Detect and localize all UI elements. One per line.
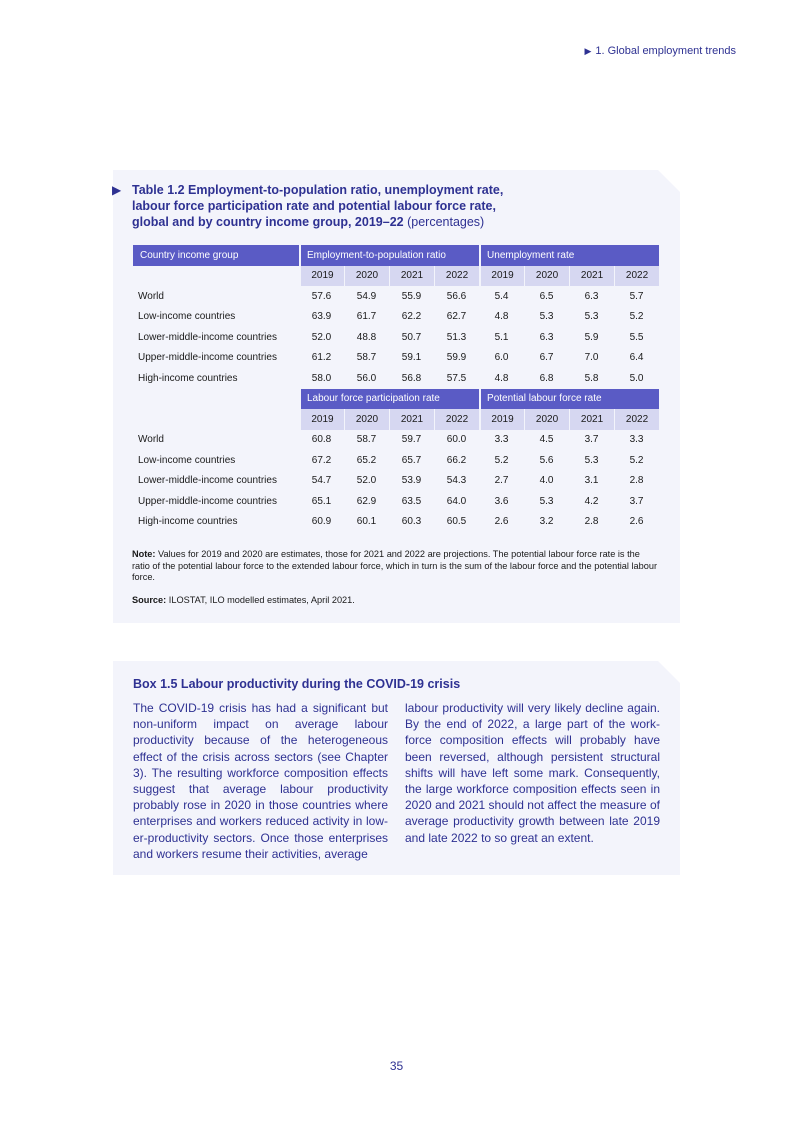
value-cell: 2.8 (584, 516, 599, 528)
row-label: World (138, 290, 164, 302)
year-header-row (133, 409, 659, 430)
value-cell: 54.3 (446, 475, 467, 487)
value-cell: 4.8 (494, 311, 509, 323)
value-cell: 61.7 (356, 311, 377, 323)
value-cell: 5.4 (494, 290, 509, 302)
value-cell: 63.9 (311, 311, 332, 323)
table-note (132, 549, 659, 584)
year-header: 2019 (299, 266, 344, 287)
value-cell: 60.8 (311, 434, 332, 446)
box-column-right: labour productivity will very likely decline again. By the end of 2022, a large part of the work-force composition effects will probably have been reversed, although persistent structural shifts will have left some mark. Consequently, the large workforce composition effects seen in 2020 and 2021 should not affect the measure of average productivity growth between late 2019 and late 2022 to so great an extent. (405, 701, 660, 845)
value-cell: 3.7 (629, 495, 644, 507)
value-cell: 3.2 (539, 516, 554, 528)
row-label: Upper-middle-income countries (138, 495, 277, 507)
value-cell: 6.3 (539, 331, 554, 343)
value-cell: 5.2 (629, 454, 644, 466)
value-cell: 5.3 (584, 454, 599, 466)
year-header: 2019 (479, 409, 524, 430)
year-header: 2022 (434, 266, 479, 287)
value-cell: 5.8 (584, 372, 599, 384)
year-header: 2022 (434, 409, 479, 430)
year-header: 2019 (479, 266, 524, 287)
year-header: 2020 (344, 409, 389, 430)
value-cell: 60.5 (446, 516, 467, 528)
blank-cell (133, 266, 299, 287)
value-cell: 60.0 (446, 434, 467, 446)
value-cell: 65.1 (311, 495, 332, 507)
note-text: Values for 2019 and 2020 are estimates, those for 2021 and 2022 are projections. The potential labour force rate is the ratio of the potential labour force to the extended labour force, which in turn is the sum of the labour force and the potential labour force. (132, 549, 658, 583)
table-title: Table 1.2 Employment-to-population ratio, unemployment rate, labour force participation rate and potential labour force rate, global and by country income group, 2019–22 (132, 183, 504, 229)
value-cell: 63.5 (401, 495, 422, 507)
year-header-row (133, 266, 659, 287)
triangle-icon: ▶ (112, 183, 122, 197)
group-header-row (133, 389, 659, 410)
value-cell: 57.6 (311, 290, 332, 302)
year-header: 2020 (524, 266, 569, 287)
value-cell: 60.9 (311, 516, 332, 528)
value-cell: 5.3 (539, 311, 554, 323)
value-cell: 59.7 (401, 434, 422, 446)
row-label: Low-income countries (138, 311, 236, 323)
value-cell: 7.0 (584, 352, 599, 364)
table-row (133, 491, 659, 512)
table-row (133, 512, 659, 533)
value-cell: 58.0 (311, 372, 332, 384)
value-cell: 5.3 (584, 311, 599, 323)
value-cell: 50.7 (401, 331, 422, 343)
value-cell: 6.3 (584, 290, 599, 302)
source-label: Source: (132, 595, 167, 605)
value-cell: 5.2 (494, 454, 509, 466)
row-label: High-income countries (138, 516, 238, 528)
value-cell: 66.2 (446, 454, 467, 466)
year-header: 2022 (614, 266, 659, 287)
table-source (132, 594, 659, 606)
value-cell: 58.7 (356, 352, 377, 364)
value-cell: 4.5 (539, 434, 554, 446)
blank-cell (133, 409, 299, 430)
data-table (133, 245, 659, 532)
value-cell: 65.2 (356, 454, 377, 466)
row-label: Low-income countries (138, 454, 236, 466)
value-cell: 59.1 (401, 352, 422, 364)
table-row (133, 368, 659, 389)
source-text: ILOSTAT, ILO modelled estimates, April 2021. (168, 595, 355, 605)
value-cell: 6.4 (629, 352, 644, 364)
value-cell: 4.8 (494, 372, 509, 384)
value-cell: 64.0 (446, 495, 467, 507)
row-label: Upper-middle-income countries (138, 352, 277, 364)
value-cell: 60.1 (356, 516, 377, 528)
table-row (133, 348, 659, 369)
value-cell: 52.0 (356, 475, 377, 487)
year-header: 2019 (299, 409, 344, 430)
value-cell: 4.0 (539, 475, 554, 487)
table-row (133, 327, 659, 348)
value-cell: 59.9 (446, 352, 467, 364)
group-header: Labour force participation rate (299, 389, 479, 410)
value-cell: 3.1 (584, 475, 599, 487)
year-header: 2021 (569, 409, 614, 430)
value-cell: 56.8 (401, 372, 422, 384)
value-cell: 55.9 (401, 290, 422, 302)
table-row (133, 286, 659, 307)
value-cell: 5.5 (629, 331, 644, 343)
year-header: 2021 (389, 266, 434, 287)
table-row (133, 471, 659, 492)
value-cell: 5.9 (584, 331, 599, 343)
value-cell: 3.7 (584, 434, 599, 446)
value-cell: 5.6 (539, 454, 554, 466)
value-cell: 61.2 (311, 352, 332, 364)
page-number: 35 (389, 1059, 404, 1073)
value-cell: 2.6 (629, 516, 644, 528)
value-cell: 56.0 (356, 372, 377, 384)
row-header-cell (133, 389, 299, 410)
value-cell: 3.6 (494, 495, 509, 507)
value-cell: 56.6 (446, 290, 467, 302)
value-cell: 58.7 (356, 434, 377, 446)
value-cell: 5.1 (494, 331, 509, 343)
table-unit: (percentages) (407, 215, 485, 229)
value-cell: 62.2 (401, 311, 422, 323)
box-column-left: The COVID-19 crisis has had a significant but non-uniform impact on average labour productivity because of the heterogeneous effect of the crisis across sectors (see Chapter 3). The resulting workforce composition effects suggest that average labour productivity probably rose in 2020 in those countries where enterprises and workers reduced activity in low-er-productivity sectors. Once those enterprises and workers resume their activities, average (133, 701, 388, 861)
value-cell: 62.9 (356, 495, 377, 507)
group-header-row (133, 245, 659, 266)
value-cell: 67.2 (311, 454, 332, 466)
value-cell: 2.7 (494, 475, 509, 487)
year-header: 2020 (344, 266, 389, 287)
value-cell: 48.8 (356, 331, 377, 343)
row-label: World (138, 434, 164, 446)
value-cell: 5.2 (629, 311, 644, 323)
value-cell: 60.3 (401, 516, 422, 528)
value-cell: 6.5 (539, 290, 554, 302)
row-header-cell: Country income group (133, 245, 299, 266)
value-cell: 6.8 (539, 372, 554, 384)
group-header: Employment-to-population ratio (299, 245, 479, 266)
value-cell: 4.2 (584, 495, 599, 507)
value-cell: 6.0 (494, 352, 509, 364)
value-cell: 5.3 (539, 495, 554, 507)
box-title: Box 1.5 Labour productivity during the COVID-19 crisis (133, 677, 461, 691)
table-row (133, 450, 659, 471)
value-cell: 62.7 (446, 311, 467, 323)
value-cell: 53.9 (401, 475, 422, 487)
group-header: Potential labour force rate (479, 389, 659, 410)
value-cell: 3.3 (629, 434, 644, 446)
group-header: Unemployment rate (479, 245, 659, 266)
value-cell: 54.9 (356, 290, 377, 302)
running-head-text: 1. Global employment trends (595, 45, 736, 57)
value-cell: 65.7 (401, 454, 422, 466)
running-head (584, 45, 736, 57)
row-label: High-income countries (138, 372, 238, 384)
row-label: Lower-middle-income countries (138, 475, 277, 487)
year-header: 2022 (614, 409, 659, 430)
value-cell: 52.0 (311, 331, 332, 343)
table-row (133, 307, 659, 328)
value-cell: 3.3 (494, 434, 509, 446)
value-cell: 2.8 (629, 475, 644, 487)
value-cell: 6.7 (539, 352, 554, 364)
value-cell: 5.0 (629, 372, 644, 384)
value-cell: 2.6 (494, 516, 509, 528)
value-cell: 51.3 (446, 331, 467, 343)
value-cell: 5.7 (629, 290, 644, 302)
row-label: Lower-middle-income countries (138, 331, 277, 343)
value-cell: 57.5 (446, 372, 467, 384)
table-heading (112, 182, 532, 230)
table-row (133, 430, 659, 451)
note-label: Note: (132, 549, 156, 559)
year-header: 2021 (389, 409, 434, 430)
year-header: 2021 (569, 266, 614, 287)
triangle-icon: ▶ (584, 46, 592, 56)
value-cell: 54.7 (311, 475, 332, 487)
year-header: 2020 (524, 409, 569, 430)
